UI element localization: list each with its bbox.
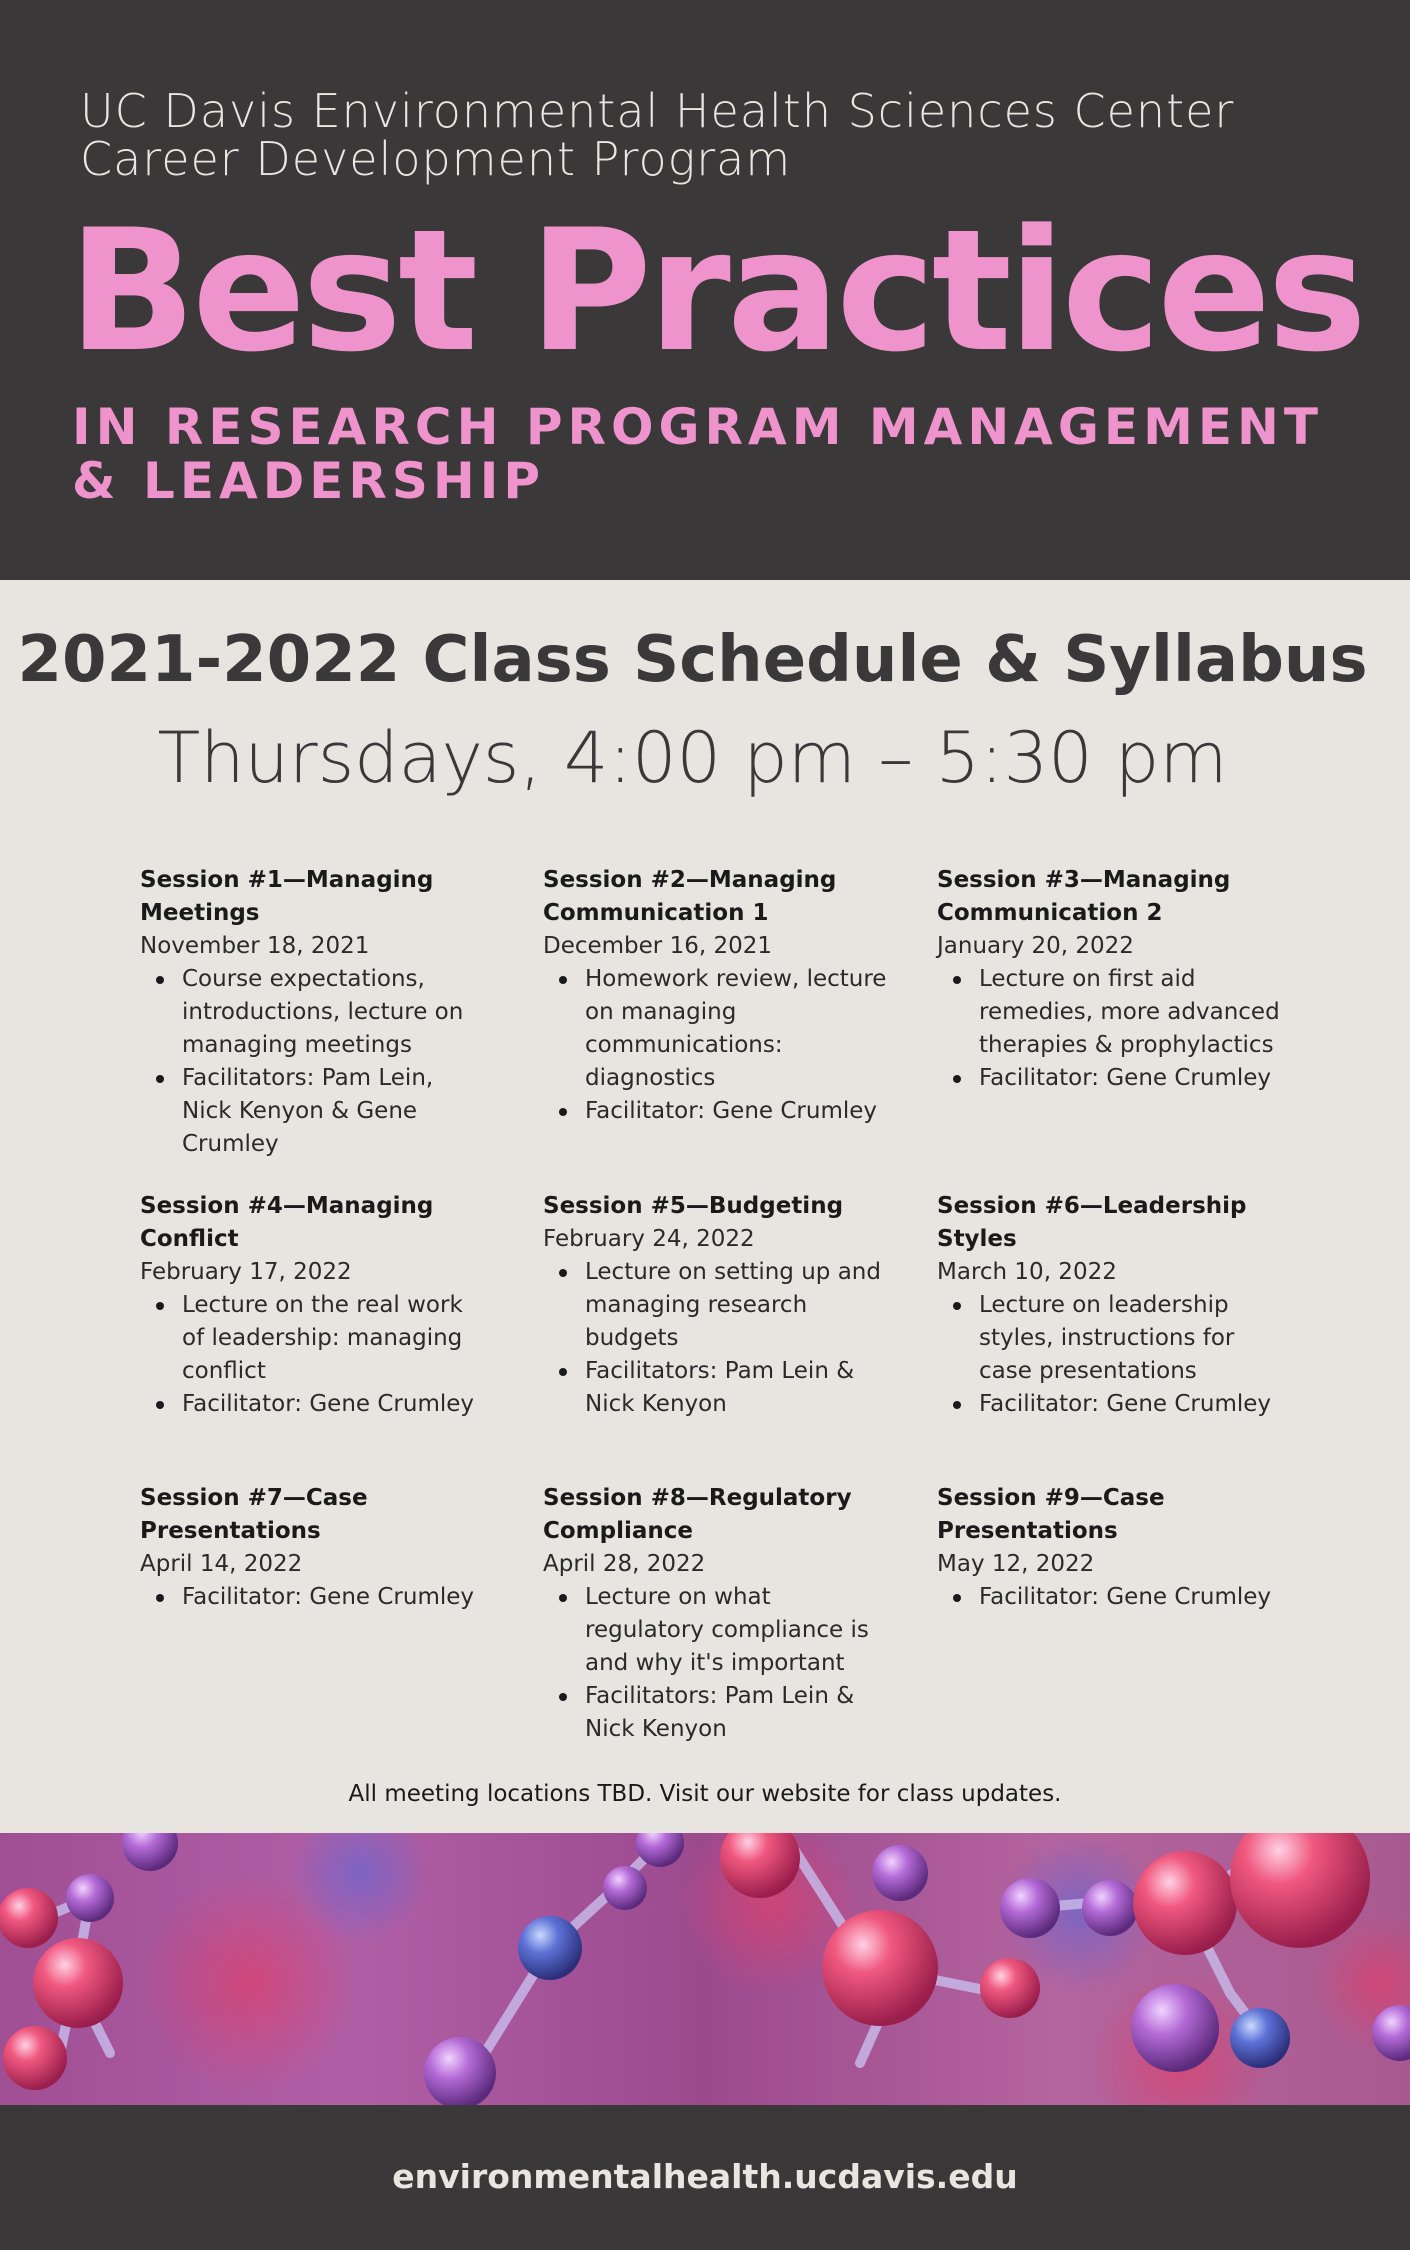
- subtitle-line-2: & LEADERSHIP: [72, 452, 545, 510]
- session-title: Session #4—Managing Conflict: [140, 1193, 434, 1252]
- session-bullet: Facilitators: Pam Lein & Nick Kenyon: [543, 1355, 893, 1421]
- session-bullet: Facilitator: Gene Crumley: [140, 1581, 490, 1614]
- session-date: March 10, 2022: [937, 1259, 1117, 1285]
- session-date: February 17, 2022: [140, 1259, 352, 1285]
- page-title: Best Practices: [68, 193, 1364, 389]
- session-date: February 24, 2022: [543, 1226, 755, 1252]
- locations-note: All meeting locations TBD. Visit our website for class updates.: [348, 1781, 1062, 1807]
- session-title: Session #2—Managing Communication 1: [543, 867, 837, 926]
- session-bullet: Facilitator: Gene Crumley: [543, 1095, 893, 1128]
- session-details: [543, 1256, 893, 1421]
- session-date: November 18, 2021: [140, 933, 370, 959]
- session-bullet: Lecture on first aid remedies, more advanced therapies & prophylactics: [937, 963, 1287, 1062]
- session-details: [140, 1581, 490, 1614]
- org-name: UC Davis Environmental Health Sciences Center: [80, 84, 1235, 138]
- session-card: [140, 864, 490, 1161]
- session-details: [140, 963, 490, 1161]
- program-name: Career Development Program: [80, 132, 792, 186]
- website-link[interactable]: environmentalhealth.ucdavis.edu: [392, 2157, 1018, 2196]
- session-bullet: Facilitators: Pam Lein & Nick Kenyon: [543, 1680, 893, 1746]
- header-banner: [0, 0, 1410, 580]
- session-title: Session #7—Case Presentations: [140, 1485, 368, 1544]
- session-bullet: Lecture on what regulatory compliance is and why it's important: [543, 1581, 893, 1680]
- session-card: [140, 1482, 490, 1614]
- session-date: May 12, 2022: [937, 1551, 1095, 1577]
- session-details: [140, 1289, 490, 1421]
- session-card: [937, 1190, 1287, 1421]
- session-card: [140, 1190, 490, 1421]
- session-card: [543, 1190, 893, 1421]
- session-bullet: Facilitators: Pam Lein, Nick Kenyon & Gene Crumley: [140, 1062, 490, 1161]
- footer-bar: [0, 2105, 1410, 2250]
- session-date: January 20, 2022: [937, 933, 1134, 959]
- session-bullet: Lecture on leadership styles, instructions for case presentations: [937, 1289, 1287, 1388]
- session-bullet: Lecture on the real work of leadership: managing conflict: [140, 1289, 490, 1388]
- session-details: [543, 963, 893, 1128]
- session-title: Session #6—Leadership Styles: [937, 1193, 1247, 1252]
- schedule-title: 2021-2022 Class Schedule & Syllabus: [17, 623, 1368, 697]
- session-card: [937, 864, 1287, 1095]
- session-card: [543, 864, 893, 1128]
- session-card: [543, 1482, 893, 1746]
- session-details: [937, 1581, 1287, 1614]
- molecule-illustration: [0, 1833, 1410, 2105]
- session-bullet: Lecture on setting up and managing research budgets: [543, 1256, 893, 1355]
- session-details: [937, 1289, 1287, 1421]
- session-bullet: Facilitator: Gene Crumley: [140, 1388, 490, 1421]
- molecule-image: [0, 1833, 1410, 2105]
- session-title: Session #8—Regulatory Compliance: [543, 1485, 852, 1544]
- session-date: April 28, 2022: [543, 1551, 706, 1577]
- session-details: [543, 1581, 893, 1746]
- schedule-time: Thursdays, 4:00 pm – 5:30 pm: [157, 717, 1228, 799]
- session-date: April 14, 2022: [140, 1551, 303, 1577]
- session-title: Session #3—Managing Communication 2: [937, 867, 1231, 926]
- session-title: Session #9—Case Presentations: [937, 1485, 1165, 1544]
- session-bullet: Homework review, lecture on managing communications: diagnostics: [543, 963, 893, 1095]
- session-title: Session #5—Budgeting: [543, 1193, 844, 1219]
- session-details: [937, 963, 1287, 1095]
- session-bullet: Facilitator: Gene Crumley: [937, 1581, 1287, 1614]
- subtitle-line-1: IN RESEARCH PROGRAM MANAGEMENT: [72, 398, 1323, 456]
- session-title: Session #1—Managing Meetings: [140, 867, 434, 926]
- session-bullet: Facilitator: Gene Crumley: [937, 1062, 1287, 1095]
- session-bullet: Facilitator: Gene Crumley: [937, 1388, 1287, 1421]
- session-card: [937, 1482, 1287, 1614]
- session-date: December 16, 2021: [543, 933, 773, 959]
- session-bullet: Course expectations, introductions, lecture on managing meetings: [140, 963, 490, 1062]
